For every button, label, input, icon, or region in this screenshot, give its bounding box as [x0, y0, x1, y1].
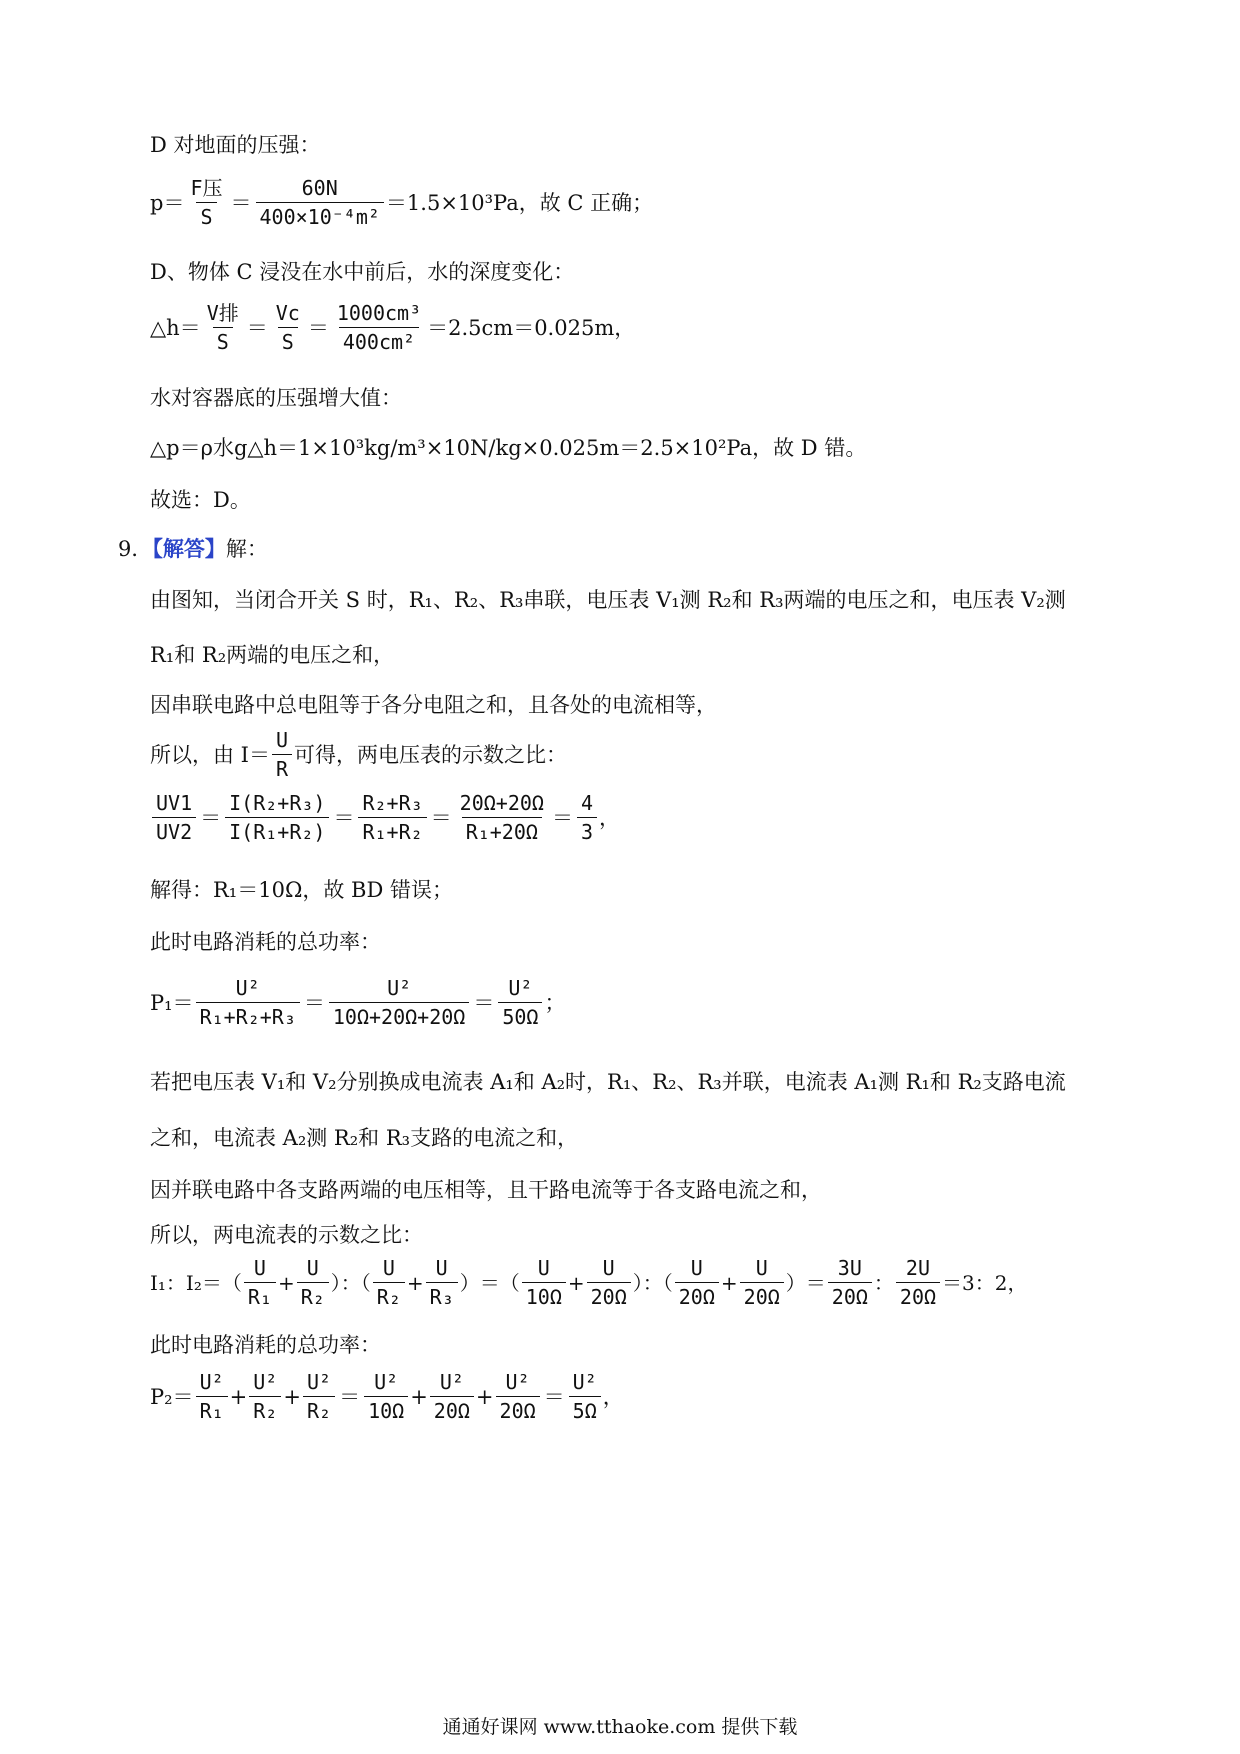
eq-text: I₁：I₂＝（ — [150, 1271, 242, 1295]
eq-text: ； — [544, 990, 566, 1015]
equation-pressure: p＝ $\frac{\text{F压}}{S}$ ＝ $\frac{60N}{\text{400×10⁻⁴m²}}$ ＝1.5×10³Pa，故 C 正确； — [150, 176, 654, 229]
fraction: $\frac{\text{F压}}{S}$ — [190, 176, 223, 229]
fraction: $\frac{20\Omega+20\Omega}{\text{R₁+20Ω}}$ — [459, 791, 544, 844]
eq-text: ＝2.5cm＝0.025m， — [427, 315, 636, 340]
eq-text: p＝ — [150, 190, 185, 215]
eq-text: ＝1.5×10³Pa，故 C 正确； — [385, 190, 654, 215]
fraction: $\frac{\text{U²}}{20\Omega}$ — [430, 1372, 474, 1422]
fraction: $\frac{\text{U²}}{10\Omega}$ — [364, 1372, 408, 1422]
fraction: $\frac{\text{U²}}{50\Omega}$ — [498, 978, 542, 1028]
text-line: D 对地面的压强： — [150, 133, 321, 157]
fraction: $\frac{U}{20\Omega}$ — [587, 1258, 631, 1308]
text-line: 解得：R₁＝10Ω，故 BD 错误； — [150, 878, 453, 902]
text-line: 故选：D。 — [150, 488, 251, 512]
fraction: $\frac{\text{V排}}{S}$ — [206, 301, 239, 354]
equation-voltage-ratio: $\frac{UV1}{UV2}$ ＝ $\frac{\text{I(R₂+R₃)}}{\text{I(R₁+R₂)}}$ ＝ $\frac{\text{R₂+R₃}}{\text{R₁+R₂}}$ ＝ $\frac{20\Omega+20\Omega}{\text{R₁+20Ω}}$ ＝ $\frac{4}{3}$ ， — [150, 793, 620, 843]
fraction: $\frac{\text{U²}}{\text{R₁}}$ — [196, 1372, 228, 1422]
fraction: $\frac{\text{R₂+R₃}}{\text{R₁+R₂}}$ — [358, 793, 426, 843]
fraction: $\frac{UV1}{UV2}$ — [152, 793, 196, 843]
fraction: $\frac{U}{\text{R₁}}$ — [244, 1258, 276, 1308]
text-line: 此时电路消耗的总功率： — [150, 930, 381, 954]
fraction: $\frac{\text{U²}}{\text{R₂}}$ — [303, 1372, 335, 1422]
fraction: $\frac{Vc}{S}$ — [275, 301, 300, 354]
text-line: 所以，两电流表的示数之比： — [150, 1223, 423, 1247]
text-line: R₁和 R₂两端的电压之和， — [150, 643, 395, 667]
fraction: $\frac{\text{I(R₂+R₃)}}{\text{I(R₁+R₂)}}$ — [225, 793, 329, 843]
text-line: 之和，电流表 A₂测 R₂和 R₃支路的电流之和， — [150, 1126, 579, 1150]
fraction: $\frac{\text{1000cm³}}{\text{400cm²}}$ — [336, 301, 422, 354]
fraction: $\frac{4}{3}$ — [577, 793, 597, 843]
fraction: $\frac{U}{10\Omega}$ — [522, 1258, 566, 1308]
equation-depth-change: △h＝ $\frac{\text{V排}}{S}$ ＝ $\frac{Vc}{S}$ ＝ $\frac{\text{1000cm³}}{\text{400cm²}}$ ＝2.5cm＝0.025m， — [150, 301, 636, 354]
eq-text: ， — [602, 1384, 624, 1409]
eq-text: 可得，两电压表的示数之比： — [294, 742, 568, 767]
fraction: $\frac{U}{\text{R₂}}$ — [297, 1258, 329, 1308]
equation-power-2: P₂＝ $\frac{\text{U²}}{\text{R₁}}$ + $\frac{\text{U²}}{\text{R₂}}$ + $\frac{\text{U²}}{\text{R₂}}$ ＝ $\frac{\text{U²}}{10\Omega}$ + $\frac{\text{U²}}{20\Omega}$ + $\frac{\text{U²}}{20\Omega}$ ＝ $\frac{\text{U²}}{5\Omega}$ ， — [150, 1370, 624, 1423]
eq-text: ＝3：2， — [942, 1271, 1028, 1295]
eq-text: P₁＝ — [150, 990, 194, 1015]
equation-current-ratio: I₁：I₂＝（ $\frac{U}{\text{R₁}}$ + $\frac{U}{\text{R₂}}$ ）：（ $\frac{U}{\text{R₂}}$ + $\frac{U}{\text{R₃}}$ ）＝（ $\frac{U}{10\Omega}$ + $\frac{U}{20\Omega}$ ）：（ $\frac{U}{20\Omega}$ + $\frac{U}{20\Omega}$ ）＝ $\frac{3U}{20\Omega}$ ： $\frac{2U}{20\Omega}$ ＝3：2， — [150, 1256, 1028, 1309]
page-footer: 通通好课网 www.tthaoke.com 提供下载 — [442, 1716, 798, 1738]
fraction: $\frac{\text{U²}}{10\Omega+20\Omega+20\Omega}$ — [329, 978, 469, 1028]
text-line: 若把电压表 V₁和 V₂分别换成电流表 A₁和 A₂时，R₁、R₂、R₃并联，电流表 A₁测 R₁和 R₂支路电流 — [150, 1070, 1066, 1094]
eq-text: ）＝ — [785, 1271, 826, 1295]
text-line: 因并联电路中各支路两端的电压相等，且干路电流等于各支路电流之和， — [150, 1178, 822, 1202]
fraction: $\frac{U}{20\Omega}$ — [675, 1258, 719, 1308]
eq-text: ， — [599, 805, 621, 830]
fraction: $\frac{U}{20\Omega}$ — [740, 1258, 784, 1308]
fraction: $\frac{3U}{20\Omega}$ — [828, 1258, 872, 1308]
eq-text: 所以，由 I＝ — [150, 742, 270, 767]
fraction: $\frac{U}{\text{R₂}}$ — [373, 1258, 405, 1308]
fraction: $\frac{\text{U²}}{20\Omega}$ — [496, 1372, 540, 1422]
eq-text: ）：（ — [632, 1271, 673, 1295]
fraction: $\frac{2U}{20\Omega}$ — [896, 1258, 940, 1308]
text-line: 水对容器底的压强增大值： — [150, 386, 402, 410]
text-line: 此时电路消耗的总功率： — [150, 1333, 381, 1357]
question-header — [118, 538, 268, 560]
eq-text: 解： — [225, 537, 268, 561]
eq-text: P₂＝ — [150, 1384, 194, 1409]
fraction: $\frac{60N}{\text{400×10⁻⁴m²}}$ — [256, 178, 384, 228]
eq-text: △h＝ — [150, 315, 201, 340]
text-line-ohm — [150, 730, 567, 780]
text-line: △p＝ρ水g△h＝1×10³kg/m³×10N/kg×0.025m＝2.5×10²Pa，故 D 错。 — [150, 436, 867, 460]
eq-text: ）：（ — [330, 1271, 371, 1295]
fraction: $\frac{U}{\text{R₃}}$ — [426, 1258, 458, 1308]
question-number: 9． — [118, 537, 153, 561]
fraction: $\frac{\text{U²}}{\text{R₂}}$ — [249, 1372, 281, 1422]
fraction: $\frac{\text{U²}}{5\Omega}$ — [569, 1372, 601, 1422]
fraction: $\frac{\text{U²}}{\text{R₁+R₂+R₃}}$ — [196, 978, 300, 1028]
equation-power-1: P₁＝ $\frac{\text{U²}}{\text{R₁+R₂+R₃}}$ ＝ $\frac{\text{U²}}{10\Omega+20\Omega+20\Omega}$ ＝ $\frac{\text{U²}}{50\Omega}$ ； — [150, 976, 566, 1029]
text-line: 由图知，当闭合开关 S 时，R₁、R₂、R₃串联，电压表 V₁测 R₂和 R₃两端的电压之和，电压表 V₂测 — [150, 588, 1066, 612]
text-line: 因串联电路中总电阻等于各分电阻之和，且各处的电流相等， — [150, 693, 717, 717]
eq-text: ： — [873, 1271, 894, 1295]
answer-tag: 【解答】 — [152, 536, 226, 561]
eq-text: ）＝（ — [459, 1271, 520, 1295]
text-line: D、物体 C 浸没在水中前后，水的深度变化： — [150, 260, 575, 284]
fraction: $\frac{U}{R}$ — [272, 730, 292, 780]
